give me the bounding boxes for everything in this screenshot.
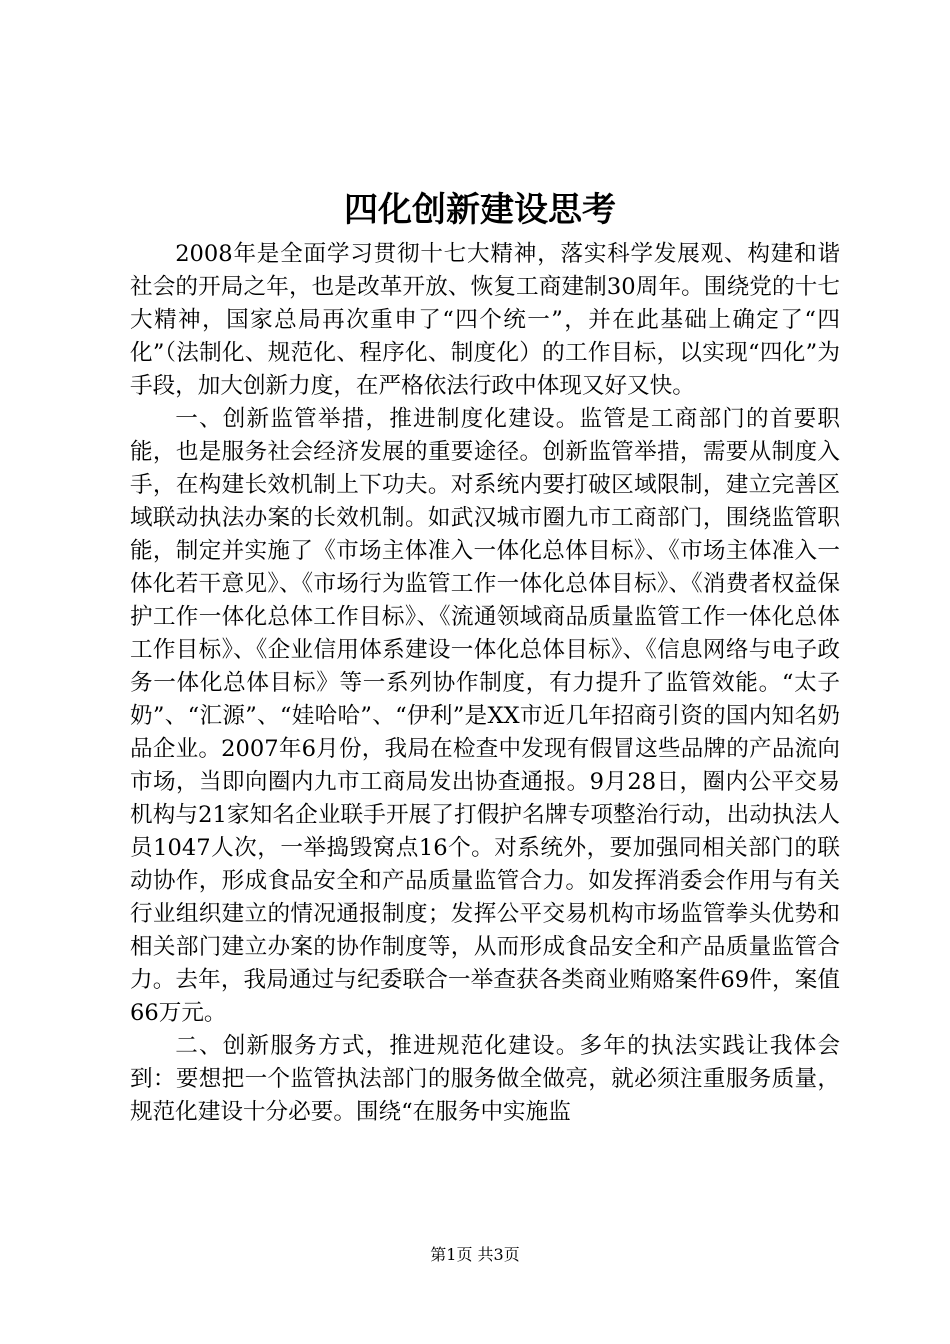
page-footer: 第1页 共3页 — [430, 1245, 520, 1264]
document-body — [130, 238, 840, 1129]
document-title: 四化创新建设思考 — [344, 190, 616, 230]
paragraph-intro: 2008年是全面学习贯彻十七大精神，落实科学发展观、构建和谐社会的开局之年，也是改革开放、恢复工商建制30周年。围绕党的十七大精神，国家总局再次重申了“四个统一”，并在此基础上确定了“四化”（法制化、规范化、程序化、制度化）的工作目标，以实现“四化”为手段，加大创新力度，在严格依法行政中体现又好又快。 — [130, 241, 840, 399]
paragraph-section-two: 二、创新服务方式，推进规范化建设。多年的执法实践让我体会到：要想把一个监管执法部门的服务做全做亮，就必须注重服务质量，规范化建设十分必要。围绕“在服务中实施监 — [130, 1033, 840, 1125]
paragraph-section-one: 一、创新监管举措，推进制度化建设。监管是工商部门的首要职能，也是服务社会经济发展的重要途径。创新监管举措，需要从制度入手，在构建长效机制上下功夫。对系统内要打破区域限制，建立完善区域联动执法办案的长效机制。如武汉城市圈九市工商部门，围绕监管职能，制定并实施了《市场主体准入一体化总体目标》、《市场主体准入一体化若干意见》、《市场行为监管工作一体化总体目标》、《消费者权益保护工作一体化总体工作目标》、《流通领域商品质量监管工作一体化总体工作目标》、《企业信用体系建设一体化总体目标》、《信息网络与电子政务一体化总体目标》等一系列协作制度，有力提升了监管效能。“太子奶”、“汇源”、“娃哈哈”、“伊利”是XX市近几年招商引资的国内知名奶品企业。2007年6月份，我局在检查中发现有假冒这些品牌的产品流向市场，当即向圈内九市工商局发出协查通报。9月28日，圈内公平交易机构与21家知名企业联手开展了打假护名牌专项整治行动，出动执法人员1047人次，一举捣毁窝点16个。对系统外，要加强同相关部门的联动协作，形成食品安全和产品质量监管合力。如发挥消委会作用与有关行业组织建立的情况通报制度；发挥公平交易机构市场监管拳头优势和相关部门建立办案的协作制度等，从而形成食品安全和产品质量监管合力。去年，我局通过与纪委联合一举查获各类商业贿赂案件69件，案值66万元。 — [130, 406, 840, 1026]
